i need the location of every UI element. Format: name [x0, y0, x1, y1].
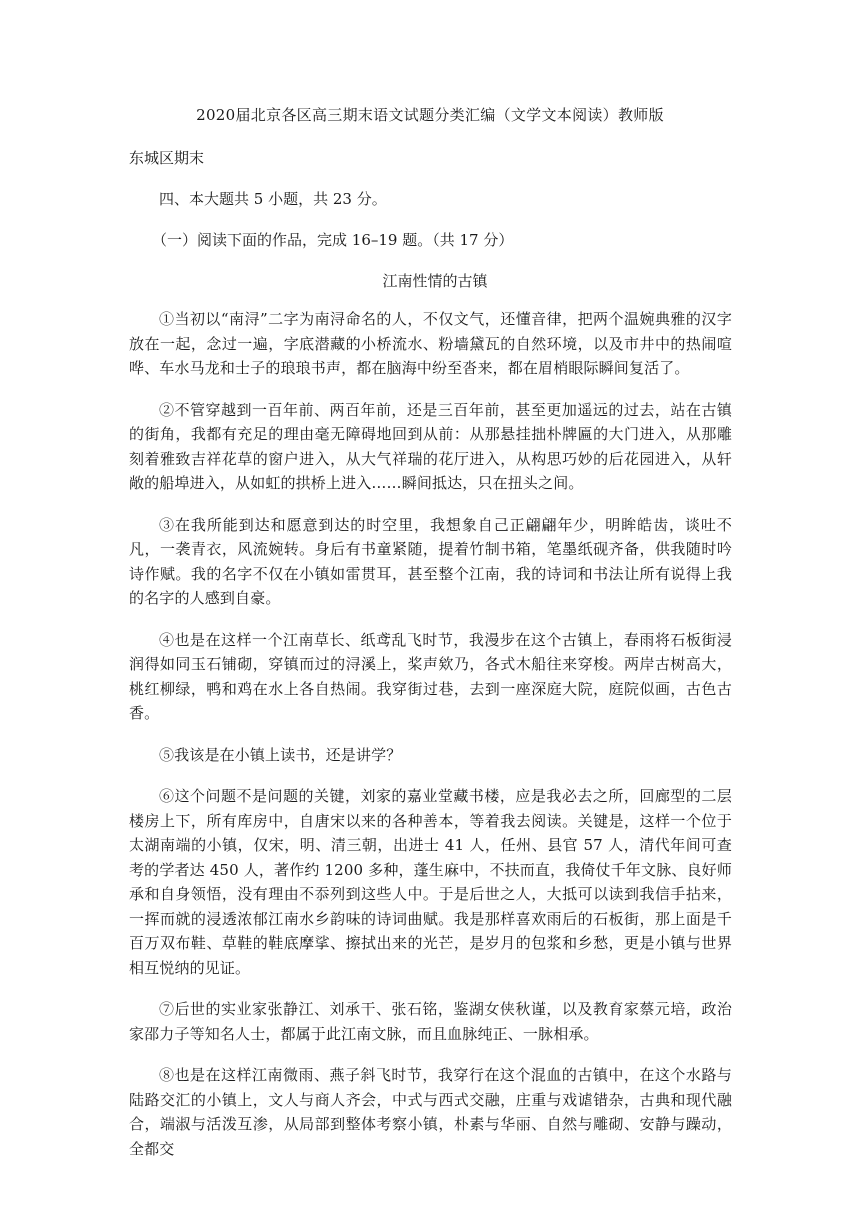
paragraph-8: ⑧也是在这样江南微雨、燕子斜飞时节，我穿行在这个混血的古镇中，在这个水路与陆路交汇的小镇上，文人与商人齐会，中式与西式交融，庄重与戏谑错杂，古典和现代融合，端淑与活泼互渗，从局部到整体考察小镇，朴素与华丽、自然与雕砌、安静与躁动，全都交: [129, 1066, 732, 1158]
paragraph-3: ③在我所能到达和愿意到达的时空里，我想象自己正翩翩年少，明眸皓齿，谈吐不凡，一袭青衣，风流婉转。身后有书童紧随，提着竹制书箱，笔墨纸砚齐备，供我随时吟诗作赋。我的名字不仅在小镇如雷贯耳，甚至整个江南，我的诗词和书法让所有说得上我的名字的人感到自豪。: [129, 515, 732, 607]
paragraph-5: ⑤我该是在小镇上读书，还是讲学？: [159, 745, 402, 764]
paragraph-6: ⑥这个问题不是问题的关键，刘家的嘉业堂藏书楼，应是我必去之所，回廊型的二层楼房上下，所有库房中，自唐宋以来的各种善本，等着我去阅读。关键是，这样一个位于太湖南端的小镇，仅宋，明、清三朝，出进士 41 人，任州、县官 57 人，清代年间可查考的学者达 450 人，著作约 1200 多种，蓬生麻中，不扶而直，我倚仗千年文脉、良好师承和自身领悟，没有理由不忝列到这些人中。于是后世之人，大抵可以读到我信手拈来，一挥而就的浸透浓郁江南水乡韵味的诗词曲赋。我是那样喜欢雨后的石板街，那上面是千百万双布鞋、草鞋的鞋底摩挲、擦拭出来的光芒，是岁月的包浆和乡愁，更是小镇与世界相互悦纳的见证。: [129, 787, 732, 977]
district-heading: 东城区期末: [129, 149, 205, 167]
paragraph-7: ⑦后世的实业家张静江、刘承干、张石铭，鉴湖女侠秋谨，以及教育家蔡元培，政治家邵力子等知名人士，都属于此江南文脉，而且血脉纯正、一脉相承。: [129, 1000, 732, 1043]
paragraph-4: ④也是在这样一个江南草长、纸鸢乱飞时节，我漫步在这个古镇上，春雨将石板街浸润得如同玉石铺砌，穿镇而过的浔溪上，桨声欸乃，各式木船往来穿梭。两岸古树高大，桃红柳绿，鸭和鸡在水上各自热闹。我穿街过巷，去到一座深庭大院，庭院似画，古色古香。: [129, 630, 732, 722]
section-heading: 四、本大题共 5 小题，共 23 分。: [159, 190, 387, 208]
paragraph-2: ②不管穿越到一百年前、两百年前，还是三百年前，甚至更加遥远的过去，站在古镇的街角，我都有充足的理由毫无障碍地回到从前：从那悬挂拙朴牌匾的大门进入，从那雕刻着雅致吉祥花草的窗户进入，从大气祥瑞的花厅进入，从构思巧妙的后花园进入，从轩敞的船埠进入，从如虹的拱桥上进入……瞬间抵达，只在扭头之间。: [129, 400, 732, 492]
paragraph-1: ①当初以“南浔”二字为南浔命名的人，不仅文气，还懂音律，把两个温婉典雅的汉字放在一起，念过一遍，字底潜藏的小桥流水、粉墙黛瓦的自然环境，以及市井中的热闹喧哗、车水马龙和士子的琅琅书声，都在脑海中纷至沓来，都在眉梢眼际瞬间复活了。: [129, 310, 732, 377]
article-title: 江南性情的古镇: [382, 272, 488, 290]
article-body: [129, 307, 732, 1178]
sub-heading: （一）阅读下面的作品，完成 16–19 题。（共 17 分）: [152, 231, 514, 249]
document-title: 2020届北京各区高三期末语文试题分类汇编（文学文本阅读）教师版: [196, 106, 664, 124]
